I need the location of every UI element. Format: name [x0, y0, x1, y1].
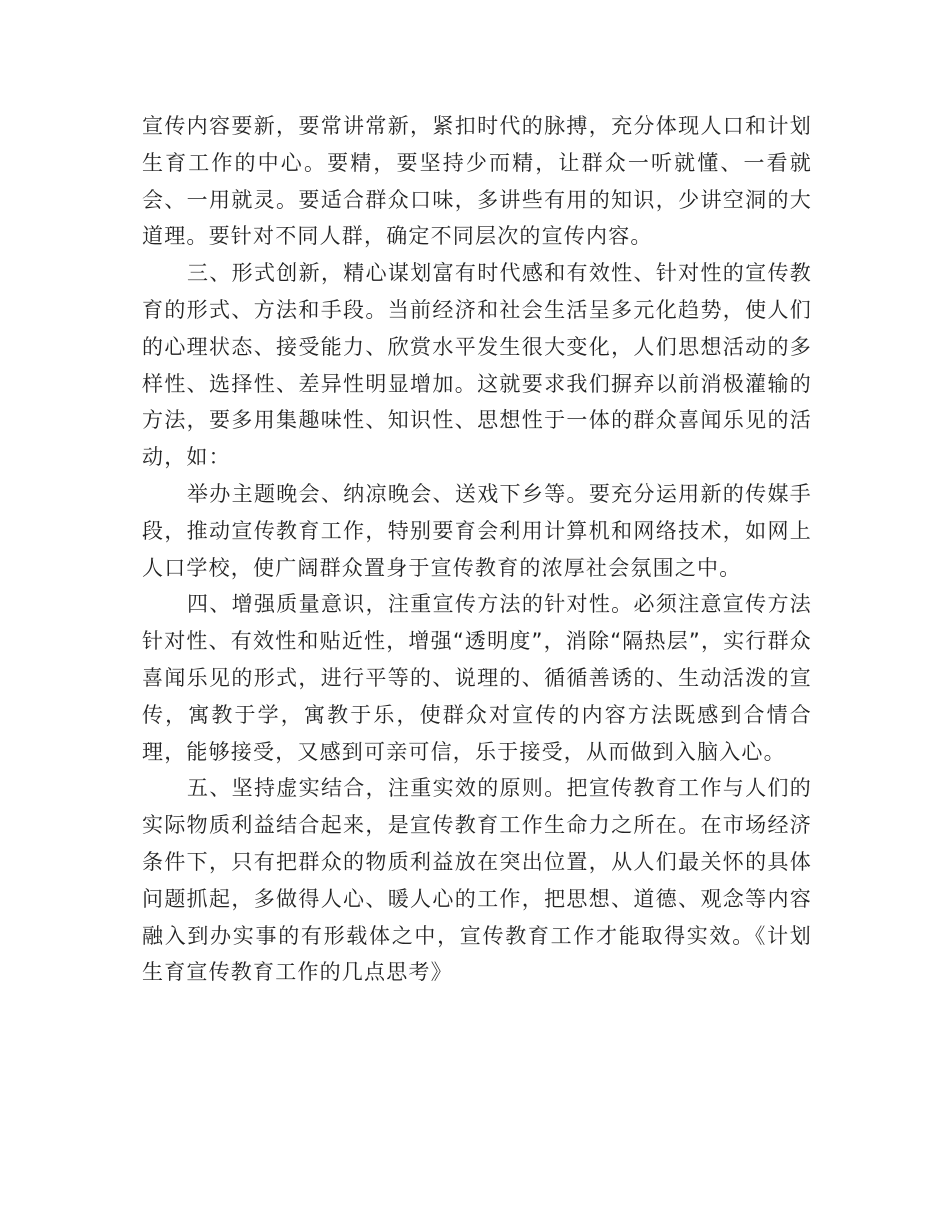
- paragraph-5: 五、坚持虚实结合，注重实效的原则。把宣传教育工作与人们的实际物质利益结合起来，是宣传教育工作生命力之所在。在市场经济条件下，只有把群众的物质利益放在突出位置，从人们最关怀的具体问题抓起，多做得人心、暖人心的工作，把思想、道德、观念等内容融入到办实事的有形载体之中，宣传教育工作才能取得实效。《计划生育宣传教育工作的几点思考》: [142, 776, 812, 985]
- paragraph-1: 宣传内容要新，要常讲常新，紧扣时代的脉搏，充分体现人口和计划生育工作的中心。要精，要坚持少而精，让群众一听就懂、一看就会、一用就灵。要适合群众口味，多讲些有用的知识，少讲空洞的大道理。要针对不同人群，确定不同层次的宣传内容。: [142, 114, 812, 249]
- document-body: [142, 108, 812, 991]
- paragraph-2: 三、形式创新，精心谋划富有时代感和有效性、针对性的宣传教育的形式、方法和手段。当前经济和社会生活呈多元化趋势，使人们的心理状态、接受能力、欣赏水平发生很大变化，人们思想活动的多样性、选择性、差异性明显增加。这就要求我们摒弃以前消极灌输的方法，要多用集趣味性、知识性、思想性于一体的群众喜闻乐见的活动，如：: [142, 261, 812, 470]
- paragraph-3: 举办主题晚会、纳凉晚会、送戏下乡等。要充分运用新的传媒手段，推动宣传教育工作，特别要育会利用计算机和网络技术，如网上人口学校，使广阔群众置身于宣传教育的浓厚社会氛围之中。: [142, 481, 812, 580]
- paragraph-4: 四、增强质量意识，注重宣传方法的针对性。必须注意宣传方法针对性、有效性和贴近性，增强“透明度”，消除“隔热层”，实行群众喜闻乐见的形式，进行平等的、说理的、循循善诱的、生动活泼的宣传，寓教于学，寓教于乐，使群众对宣传的内容方法既感到合情合理，能够接受，又感到可亲可信，乐于接受，从而做到入脑入心。: [142, 592, 812, 764]
